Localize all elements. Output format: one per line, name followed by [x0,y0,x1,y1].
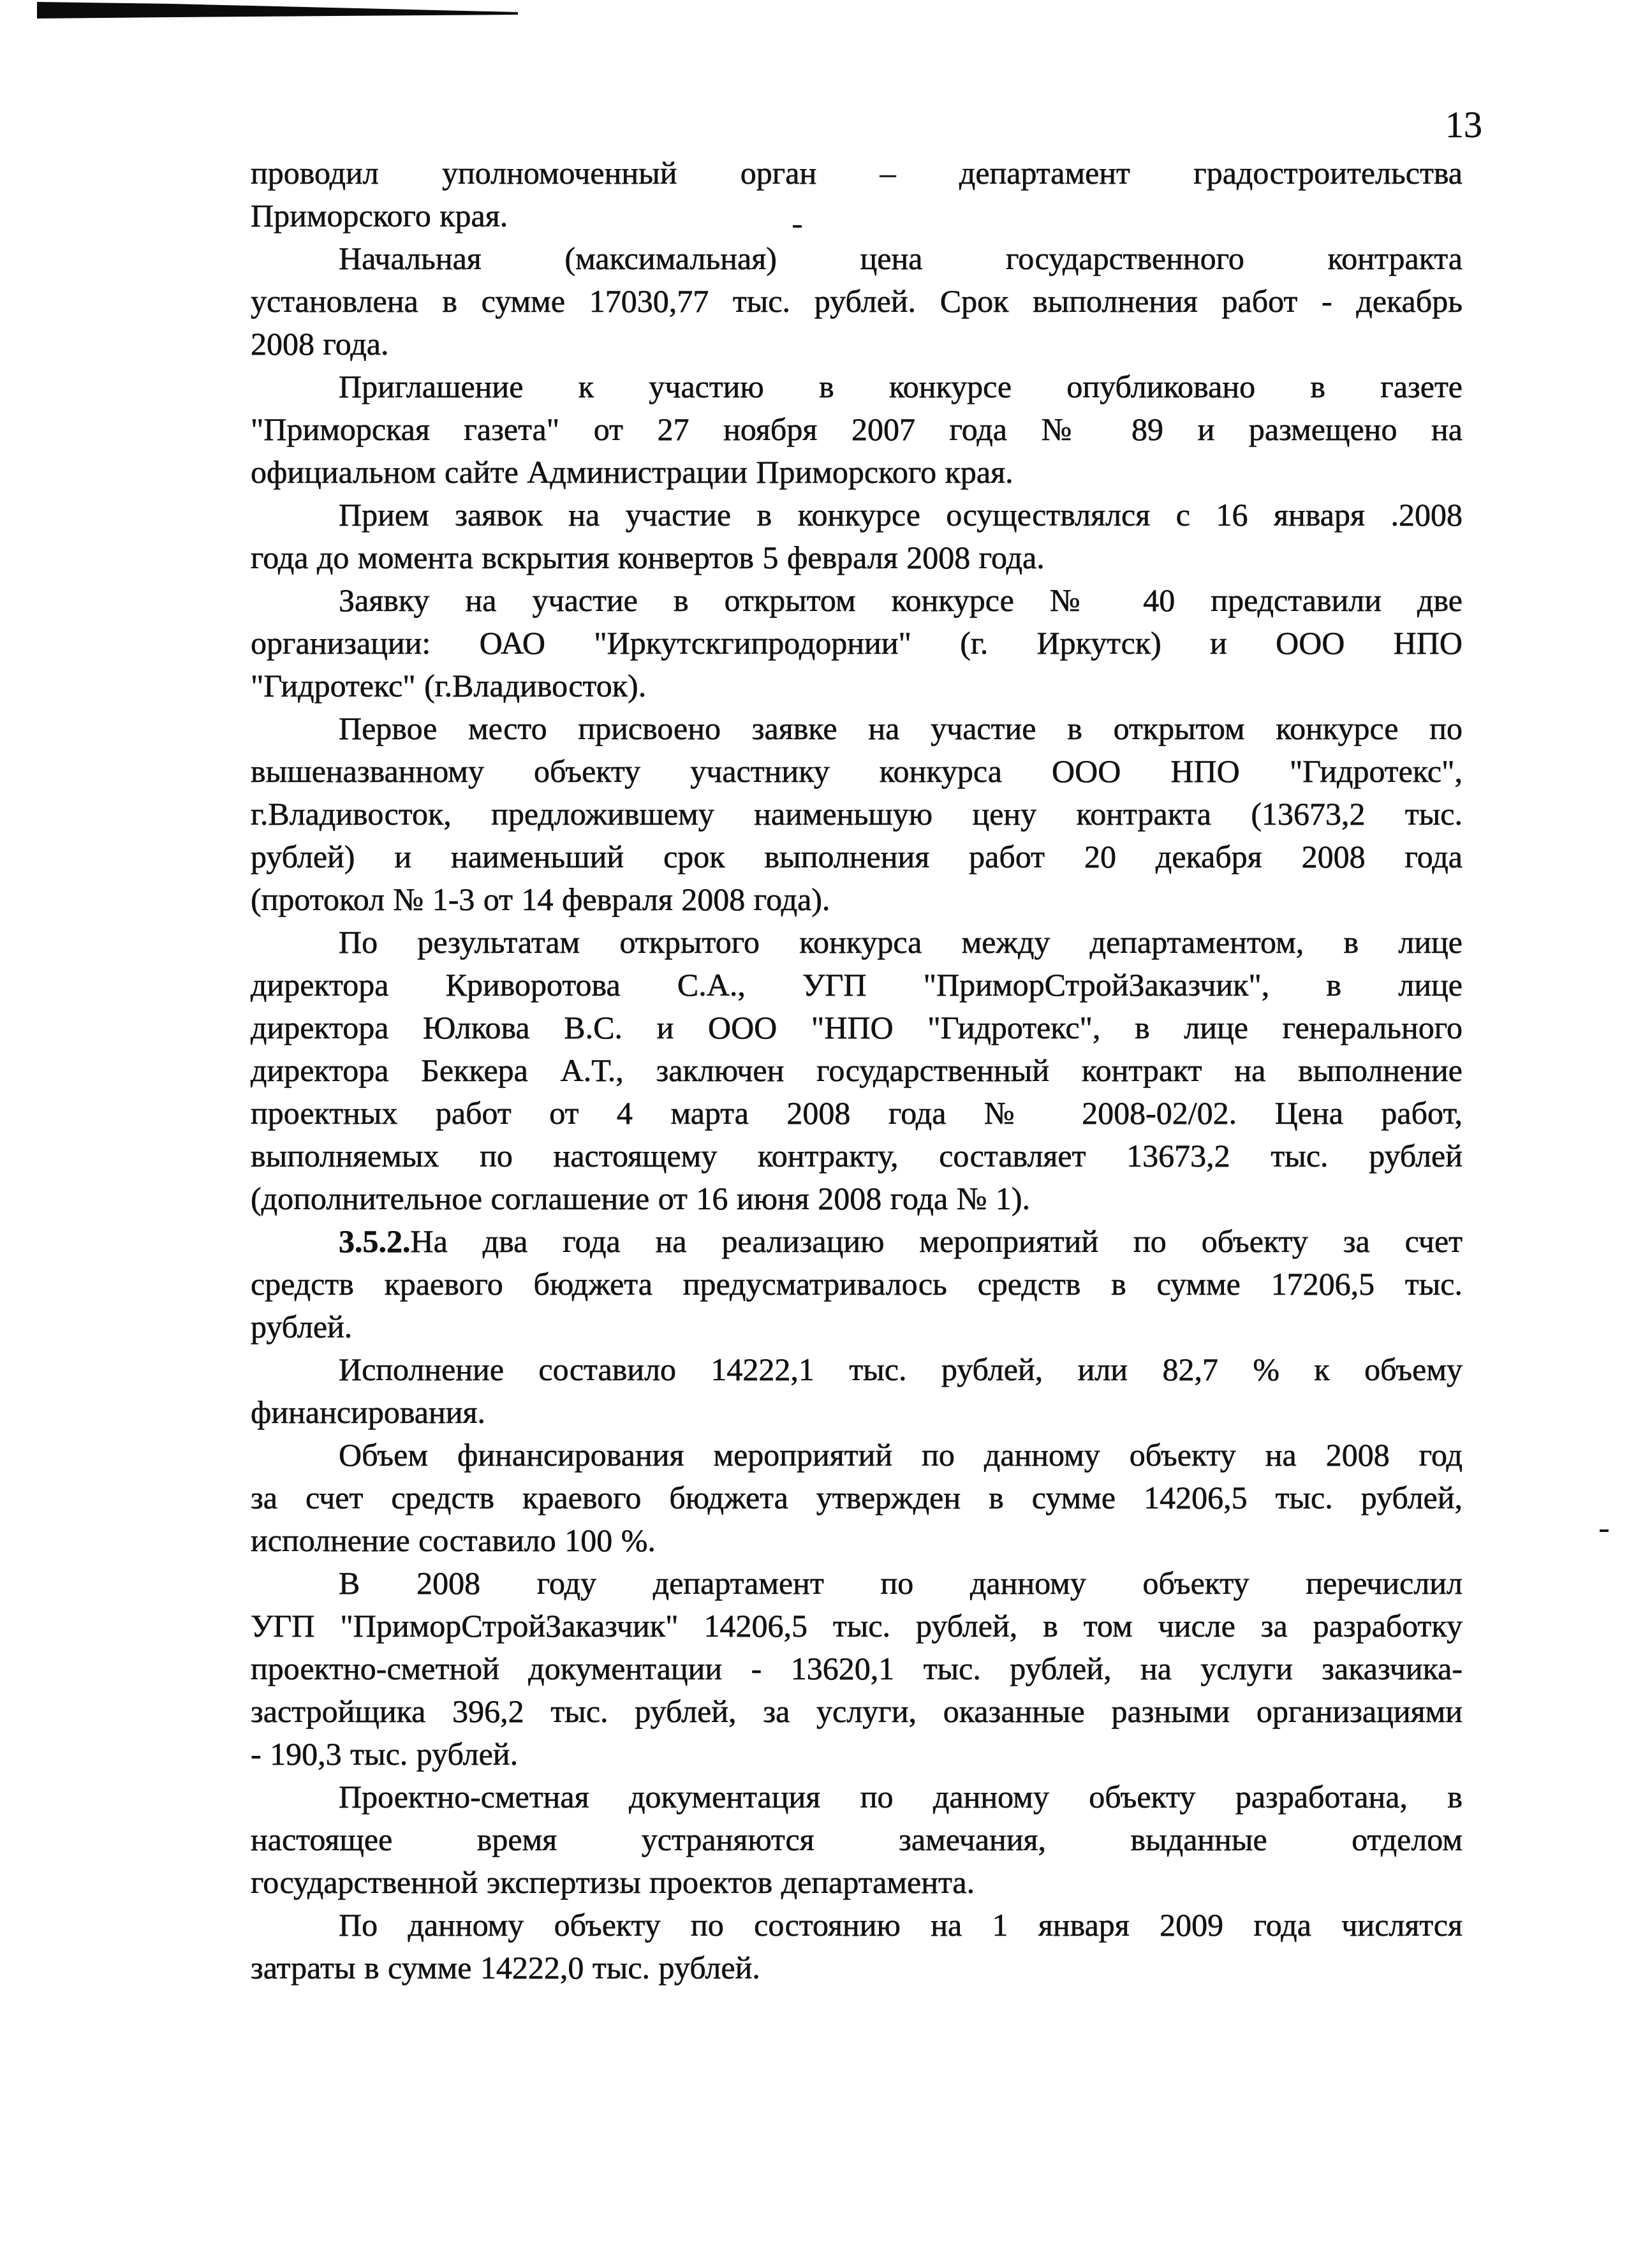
scan-streak-artifact [0,0,549,22]
text-line: средств краевого бюджета предусматривалось средств в сумме 17206,5 тыс. [251,1266,1463,1302]
text-line: Приглашение к участию в конкурсе опубликовано в газете [339,369,1463,404]
text-line: государственной экспертизы проектов департамента. [251,1864,975,1900]
section-number: 3.5.2. [339,1223,411,1259]
text-line: 3.5.2.На два года на реализацию мероприятий по объекту за счет [339,1223,1463,1259]
text-line: затраты в сумме 14222,0 тыс. рублей. [251,1950,760,1985]
scan-speck [1600,1529,1609,1532]
text-line: настоящее время устраняются замечания, выданные отделом [251,1822,1463,1857]
text-line: вышеназванному объекту участнику конкурса ООО НПО "Гидротекс", [251,753,1463,789]
text-line: г.Владивосток, предложившему наименьшую цену контракта (13673,2 тыс. [251,796,1463,832]
text-line: года до момента вскрытия конвертов 5 февраля 2008 года. [251,540,1045,575]
text-line: рублей. [251,1309,353,1344]
text-line: Исполнение составило 14222,1 тыс. рублей, или 82,7 % к объему [339,1351,1463,1387]
text-line: за счет средств краевого бюджета утвержден в сумме 14206,5 тыс. рублей, [251,1480,1463,1515]
text-line: исполнение составило 100 %. [251,1522,656,1558]
text-line: проводил уполномоченный орган – департамент градостроительства [251,155,1463,191]
text-line: УГП "ПриморСтройЗаказчик" 14206,5 тыс. рублей, в том числе за разработку [251,1608,1463,1644]
text-line: финансирования. [251,1394,485,1430]
text-line: (протокол № 1-3 от 14 февраля 2008 года). [251,881,830,917]
text-line: - 190,3 тыс. рублей. [251,1736,519,1772]
text-line: официальном сайте Администрации Приморского края. [251,454,1013,490]
text-line: Объем финансирования мероприятий по данному объекту на 2008 год [339,1437,1463,1473]
text-line: "Гидротекс" (г.Владивосток). [251,668,647,703]
text-line: Начальная (максимальная) цена государственного контракта [339,240,1463,276]
document-body [251,152,1463,1989]
text-line: директора Юлкова В.С. и ООО "НПО "Гидротекс", в лице генерального [251,1010,1463,1045]
text-line: организации: ОАО "Иркутскгипродорнии" (г. Иркутск) и ООО НПО [251,625,1463,661]
text-line: В 2008 году департамент по данному объекту перечислил [339,1565,1463,1601]
text-line: установлена в сумме 17030,77 тыс. рублей. Срок выполнения работ - декабрь [251,283,1463,319]
page-number: 13 [1445,104,1482,145]
text-line: По результатам открытого конкурса между департаментом, в лице [339,924,1463,960]
text-line: "Приморская газета" от 27 ноября 2007 года № 89 и размещено на [251,411,1463,447]
text-line: директора Криворотова С.А., УГП "ПриморСтройЗаказчик", в лице [251,967,1463,1003]
text-line: Первое место присвоено заявке на участие в открытом конкурсе по [339,711,1463,746]
scan-speck [793,225,802,228]
text-line: 2008 года. [251,326,389,362]
text-line: Заявку на участие в открытом конкурсе № 40 представили две [339,582,1463,618]
text-line: Прием заявок на участие в конкурсе осуществлялся с 16 января .2008 [339,497,1463,533]
text-line: рублей) и наименьший срок выполнения работ 20 декабря 2008 года [251,839,1463,874]
text-line: Проектно-сметная документация по данному объекту разработана, в [339,1779,1463,1815]
text-line: Приморского края. [251,198,508,233]
text-line: По данному объекту по состоянию на 1 января 2009 года числятся [339,1907,1463,1943]
text-line: директора Беккера А.Т., заключен государственный контракт на выполнение [251,1052,1463,1088]
text-line: проектных работ от 4 марта 2008 года № 2008-02/02. Цена работ, [251,1095,1463,1131]
text-line: выполняемых по настоящему контракту, составляет 13673,2 тыс. рублей [251,1138,1463,1174]
text-line: застройщика 396,2 тыс. рублей, за услуги, оказанные разными организациями [251,1693,1463,1729]
text-line: (дополнительное соглашение от 16 июня 2008 года № 1). [251,1181,1031,1216]
text-line: проектно-сметной документации - 13620,1 тыс. рублей, на услуги заказчика- [251,1651,1463,1686]
